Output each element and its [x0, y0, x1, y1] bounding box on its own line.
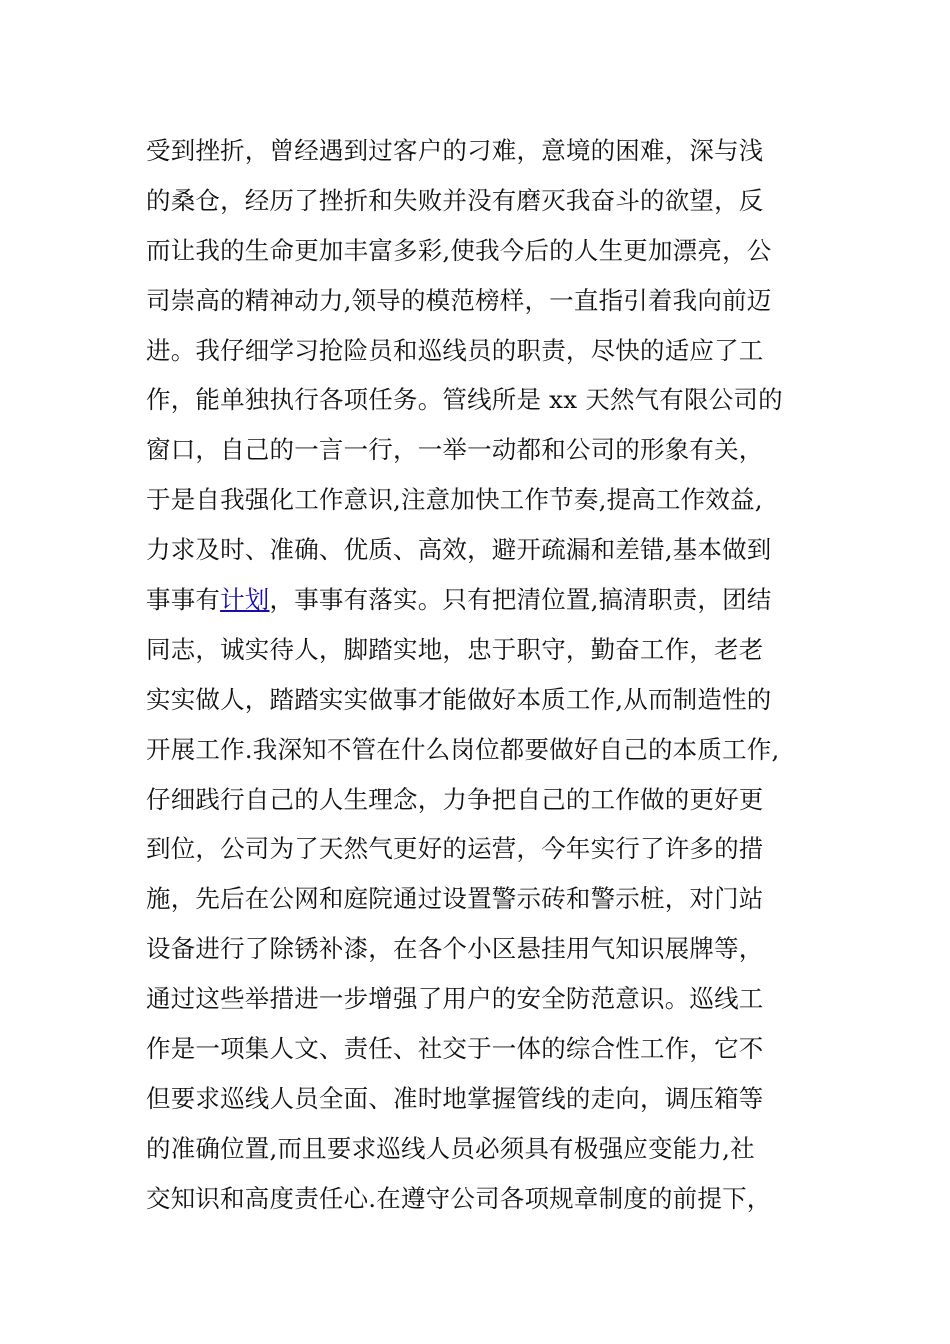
text-line: 仔细践行自己的人生理念，力争把自己的工作做的更好更 — [146, 784, 764, 814]
text-line: 实实做人，踏踏实实做事才能做好本质工作,从而制造性的 — [146, 684, 772, 714]
text-line: 力求及时、准确、优质、高效，避开疏漏和差错,基本做到 — [146, 535, 772, 565]
text-line: 的桑仓，经历了挫折和失败并没有磨灭我奋斗的欲望，反 — [146, 185, 764, 215]
text-line: 作是一项集人文、责任、社交于一体的综合性工作，它不 — [146, 1034, 764, 1064]
text-line: 作，能单独执行各项任务。管线所是 xx 天然气有限公司的 — [146, 385, 783, 415]
text-segment: 事事有 — [146, 585, 221, 615]
text-line: 到位，公司为了天然气更好的运营，今年实行了许多的措 — [146, 834, 764, 864]
text-line: 交知识和高度责任心.在遵守公司各项规章制度的前提下， — [146, 1183, 772, 1213]
text-line: 窗口，自己的一言一行，一举一动都和公司的形象有关， — [146, 435, 764, 465]
text-segment: ，事事有落实。只有把清位置,搞清职责，团结 — [269, 585, 772, 615]
text-line: 通过这些举措进一步增强了用户的安全防范意识。巡线工 — [146, 984, 764, 1014]
text-line: 而让我的生命更加丰富多彩,使我今后的人生更加漂亮，公 — [146, 235, 772, 265]
text-line: 司崇高的精神动力,领导的模范榜样，一直指引着我向前迈 — [146, 285, 772, 315]
text-line: 开展工作.我深知不管在什么岗位都要做好自己的本质工作, — [146, 734, 780, 764]
text-line: 进。我仔细学习抢险员和巡线员的职责，尽快的适应了工 — [146, 335, 764, 365]
text-line: 施，先后在公网和庭院通过设置警示砖和警示桩，对门站 — [146, 884, 764, 914]
body-text — [146, 126, 846, 1224]
text-line: 但要求巡线人员全面、准时地掌握管线的走向，调压箱等 — [146, 1083, 764, 1113]
text-line-with-link — [146, 575, 846, 625]
text-line: 于是自我强化工作意识,注意加快工作节奏,提高工作效益, — [146, 485, 763, 515]
text-line: 的准确位置,而且要求巡线人员必须具有极强应变能力,社 — [146, 1133, 755, 1163]
text-line: 设备进行了除锈补漆，在各个小区悬挂用气知识展牌等， — [146, 934, 764, 964]
text-line: 受到挫折，曾经遇到过客户的刁难，意境的困难，深与浅 — [146, 136, 764, 165]
plan-link[interactable]: 计划 — [220, 585, 270, 615]
text-line: 同志，诚实待人，脚踏实地，忠于职守，勤奋工作，老老 — [146, 634, 764, 664]
